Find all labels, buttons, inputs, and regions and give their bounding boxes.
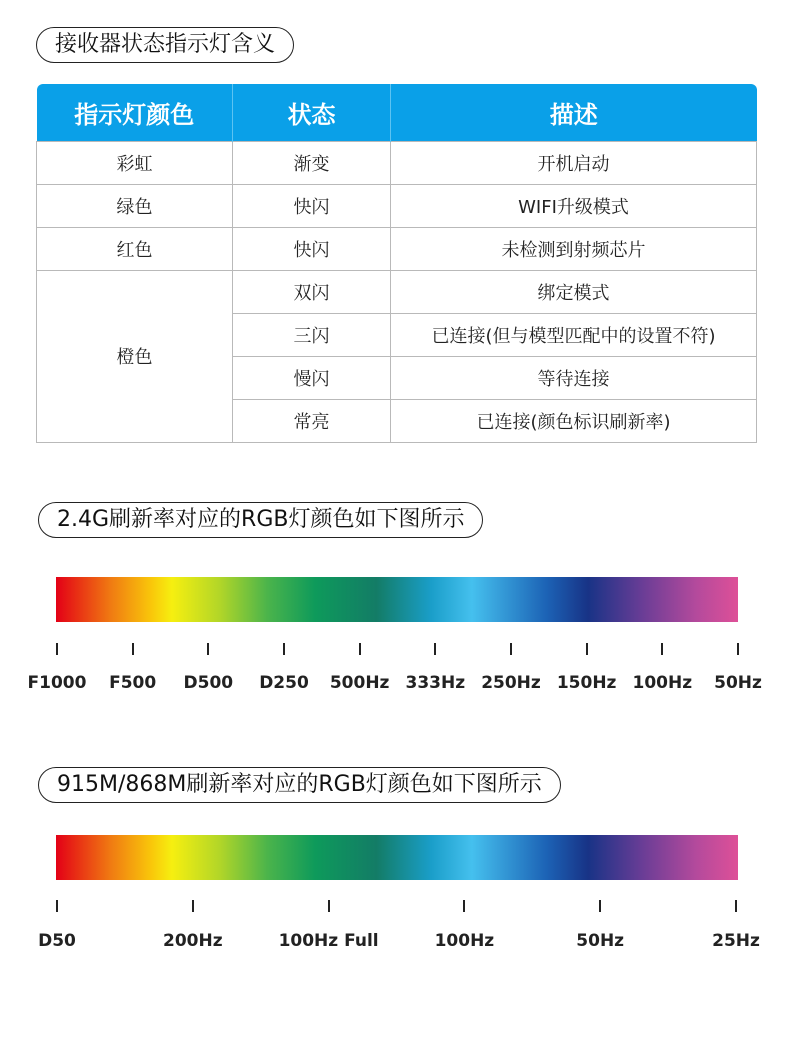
section-title-receiver-status: 接收器状态指示灯含义 <box>36 27 294 63</box>
cell-state: 三闪 <box>233 313 391 356</box>
rgb-gradient-bar-2-4g <box>56 577 738 622</box>
scale-tick <box>56 643 58 655</box>
scale-label: 100Hz <box>434 931 495 951</box>
scale-label: D500 <box>183 673 234 693</box>
scale-label: D50 <box>38 931 76 951</box>
scale-tick <box>434 643 436 655</box>
scale-label: 100Hz Full <box>278 931 379 951</box>
scale-label: 333Hz <box>405 673 466 693</box>
scale-label: F500 <box>109 673 157 693</box>
scale-tick <box>737 643 739 655</box>
header-description: 描述 <box>391 84 757 141</box>
cell-state: 渐变 <box>233 141 391 184</box>
scale-label: 200Hz <box>162 931 223 951</box>
table-row <box>37 227 757 270</box>
scale-label: D250 <box>259 673 309 693</box>
rgb-gradient-bar-915m-868m <box>56 835 738 880</box>
header-color: 指示灯颜色 <box>37 84 233 141</box>
scale-tick <box>510 643 512 655</box>
cell-description: 未检测到射频芯片 <box>391 227 757 270</box>
scale-label: 250Hz <box>481 673 541 693</box>
scale-tick <box>328 900 330 912</box>
table-header-row <box>37 84 757 141</box>
cell-color: 橙色 <box>37 270 233 442</box>
table-row <box>37 184 757 227</box>
scale-tick <box>463 900 465 912</box>
scale-label: F1000 <box>27 673 87 693</box>
scale-tick <box>599 900 601 912</box>
cell-color: 彩虹 <box>37 141 233 184</box>
scale-tick <box>359 643 361 655</box>
cell-description: WIFI升级模式 <box>391 184 757 227</box>
section-title-915m-868m-rgb: 915M/868M刷新率对应的RGB灯颜色如下图所示 <box>38 767 561 803</box>
scale-tick <box>132 643 134 655</box>
scale-label: 500Hz <box>329 673 390 693</box>
table-row <box>37 141 757 184</box>
scale-tick <box>735 900 737 912</box>
cell-description: 开机启动 <box>391 141 757 184</box>
cell-description: 绑定模式 <box>391 270 757 313</box>
scale-tick <box>56 900 58 912</box>
cell-state: 快闪 <box>233 184 391 227</box>
cell-state: 双闪 <box>233 270 391 313</box>
cell-description: 已连接(颜色标识刷新率) <box>391 399 757 442</box>
scale-tick <box>192 900 194 912</box>
scale-label: 100Hz <box>632 673 693 693</box>
cell-state: 快闪 <box>233 227 391 270</box>
scale-label: 50Hz <box>576 931 625 951</box>
scale-label: 50Hz <box>714 673 762 693</box>
scale-label: 150Hz <box>556 673 617 693</box>
scale-tick <box>661 643 663 655</box>
scale-tick <box>283 643 285 655</box>
status-table <box>36 84 757 443</box>
scale-label: 25Hz <box>712 931 760 951</box>
cell-color: 红色 <box>37 227 233 270</box>
cell-color: 绿色 <box>37 184 233 227</box>
scale-tick <box>207 643 209 655</box>
scale-tick <box>586 643 588 655</box>
cell-state: 慢闪 <box>233 356 391 399</box>
table-row <box>37 270 757 313</box>
cell-state: 常亮 <box>233 399 391 442</box>
section-title-2-4g-rgb: 2.4G刷新率对应的RGB灯颜色如下图所示 <box>38 502 483 538</box>
header-state: 状态 <box>233 84 391 141</box>
cell-description: 等待连接 <box>391 356 757 399</box>
cell-description: 已连接(但与模型匹配中的设置不符) <box>391 313 757 356</box>
